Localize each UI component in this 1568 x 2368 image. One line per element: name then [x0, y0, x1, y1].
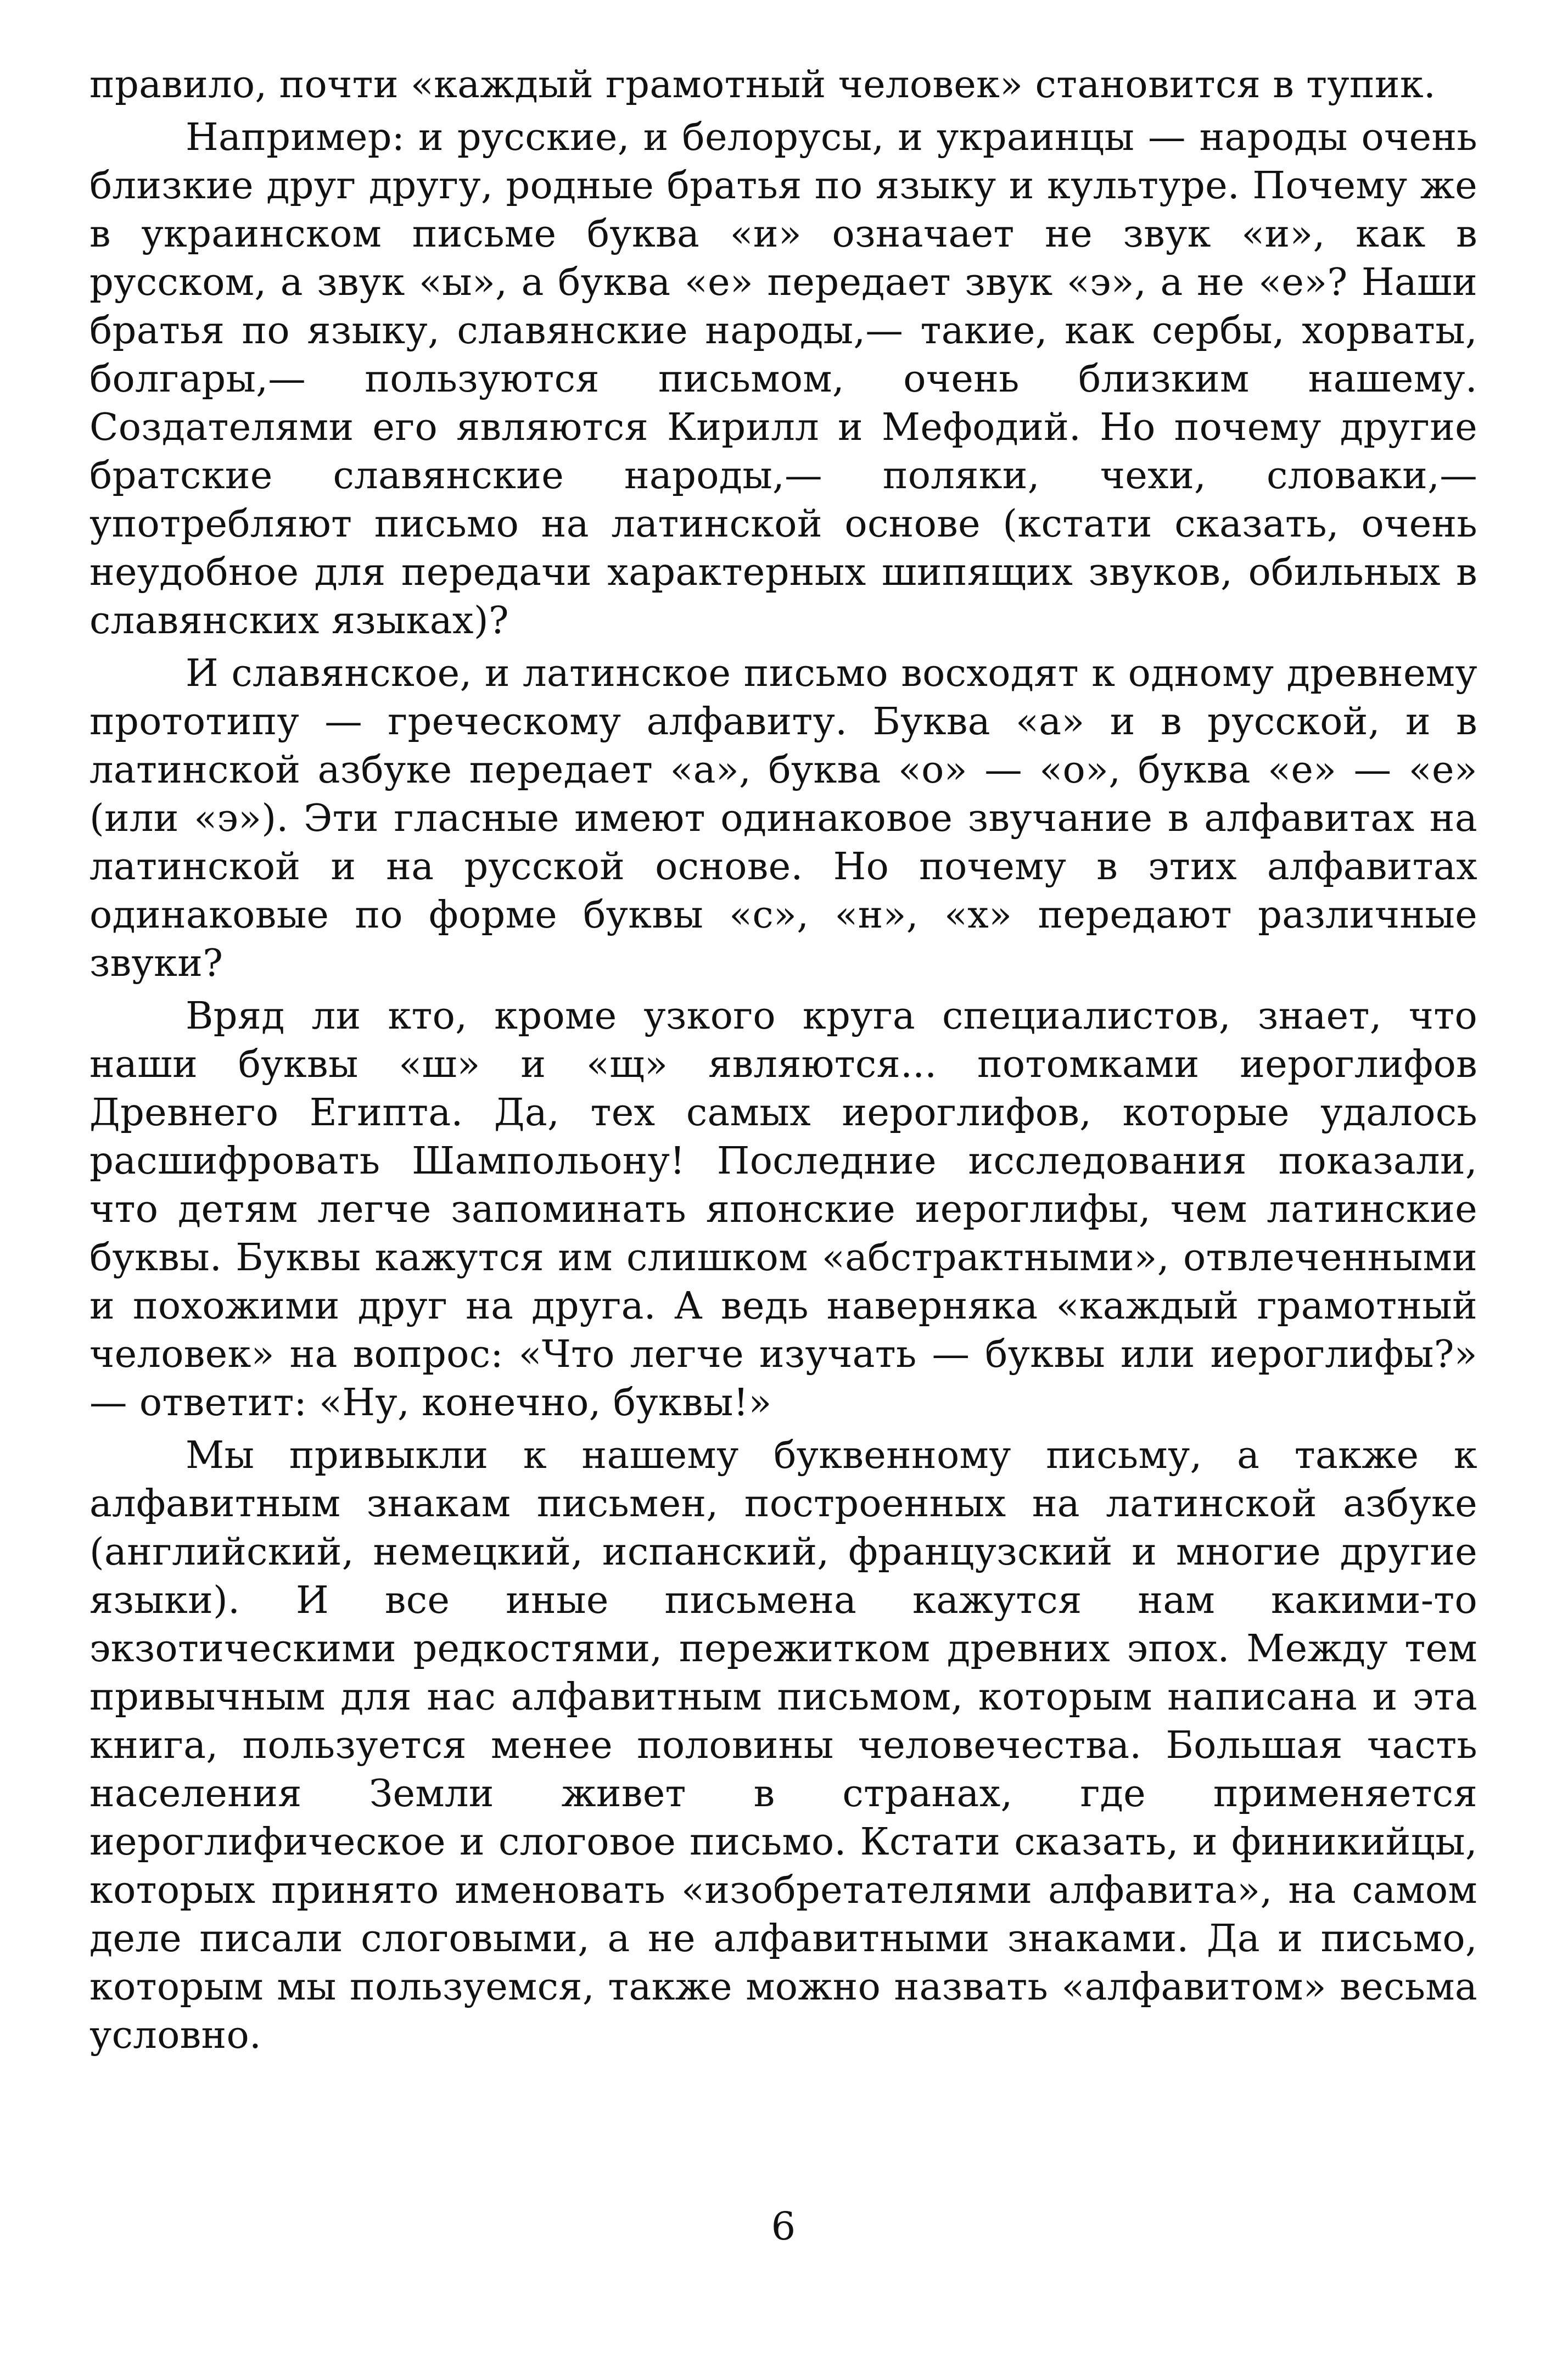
paragraph-alphabetic-writing: Мы привыкли к нашему буквенному письму, а также к алфавитным знакам письмен, построенных на латинской азбуке (английский, немецкий, испанский, французский и многие другие языки). И все иные письмена кажутся нам какими-то экзотическими редкостями, пережитком древних эпох. Между тем привычным для нас алфавитным письмом, которым написана и эта книга, пользуется менее половины человечества. Большая часть населения Земли живет в странах, где применяется иероглифическое и слоговое письмо. Кстати сказать, и финикийцы, которых принято именовать «изобретателями алфавита», на самом деле писали слоговыми, а не алфавитными знаками. Да и письмо, которым мы пользуемся, также можно назвать «алфавитом» весьма условно.	[89, 1433, 1477, 2057]
paragraph-egyptian-hieroglyphs: Вряд ли кто, кроме узкого круга специалистов, знает, что наши буквы «ш» и «щ» являются... потомками иероглифов Древнего Египта. Да, тех самых иероглифов, которые удалось расшифровать Шампольону! Последние исследования показали, что детям легче запоминать японские иероглифы, чем латинские буквы. Буквы кажутся им слишком «абстрактными», отвлеченными и похожими друг на друга. А ведь наверняка «каждый грамотный человек» на вопрос: «Что легче изучать — буквы или иероглифы?» — ответит: «Ну, конечно, буквы!»	[89, 994, 1477, 1425]
page-number: 6	[771, 2204, 796, 2249]
paragraph-continuation: правило, почти «каждый грамотный человек» становится в тупик.	[89, 63, 1436, 107]
page-body-text	[89, 60, 1477, 2059]
paragraph-slavic-peoples: Например: и русские, и белорусы, и украинцы — народы очень близкие друг другу, родные братья по языку и культуре. Почему же в украинском письме буква «и» означает не звук «и», как в русском, а звук «ы», а буква «е» передает звук «э», а не «е»? Наши братья по языку, славянские народы,— такие, как сербы, хорваты, болгары,— пользуются письмом, очень близким нашему. Создателями его являются Кирилл и Мефодий. Но почему другие братские славянские народы,— поляки, чехи, словаки,— употребляют письмо на латинской основе (кстати сказать, очень неудобное для передачи характерных шипящих звуков, обильных в славянских языках)?	[89, 115, 1477, 643]
book-page	[89, 60, 1477, 2317]
paragraph-greek-prototype: И славянское, и латинское письмо восходят к одному древнему прототипу — греческому алфавиту. Буква «а» и в русской, и в латинской азбуке передает «а», буква «о» — «о», буква «е» — «е» (или «э»). Эти гласные имеют одинаковое звучание в алфавитах на латинской и на русской основе. Но почему в этих алфавитах одинаковые по форме буквы «с», «н», «х» передают различные звуки?	[89, 651, 1477, 985]
